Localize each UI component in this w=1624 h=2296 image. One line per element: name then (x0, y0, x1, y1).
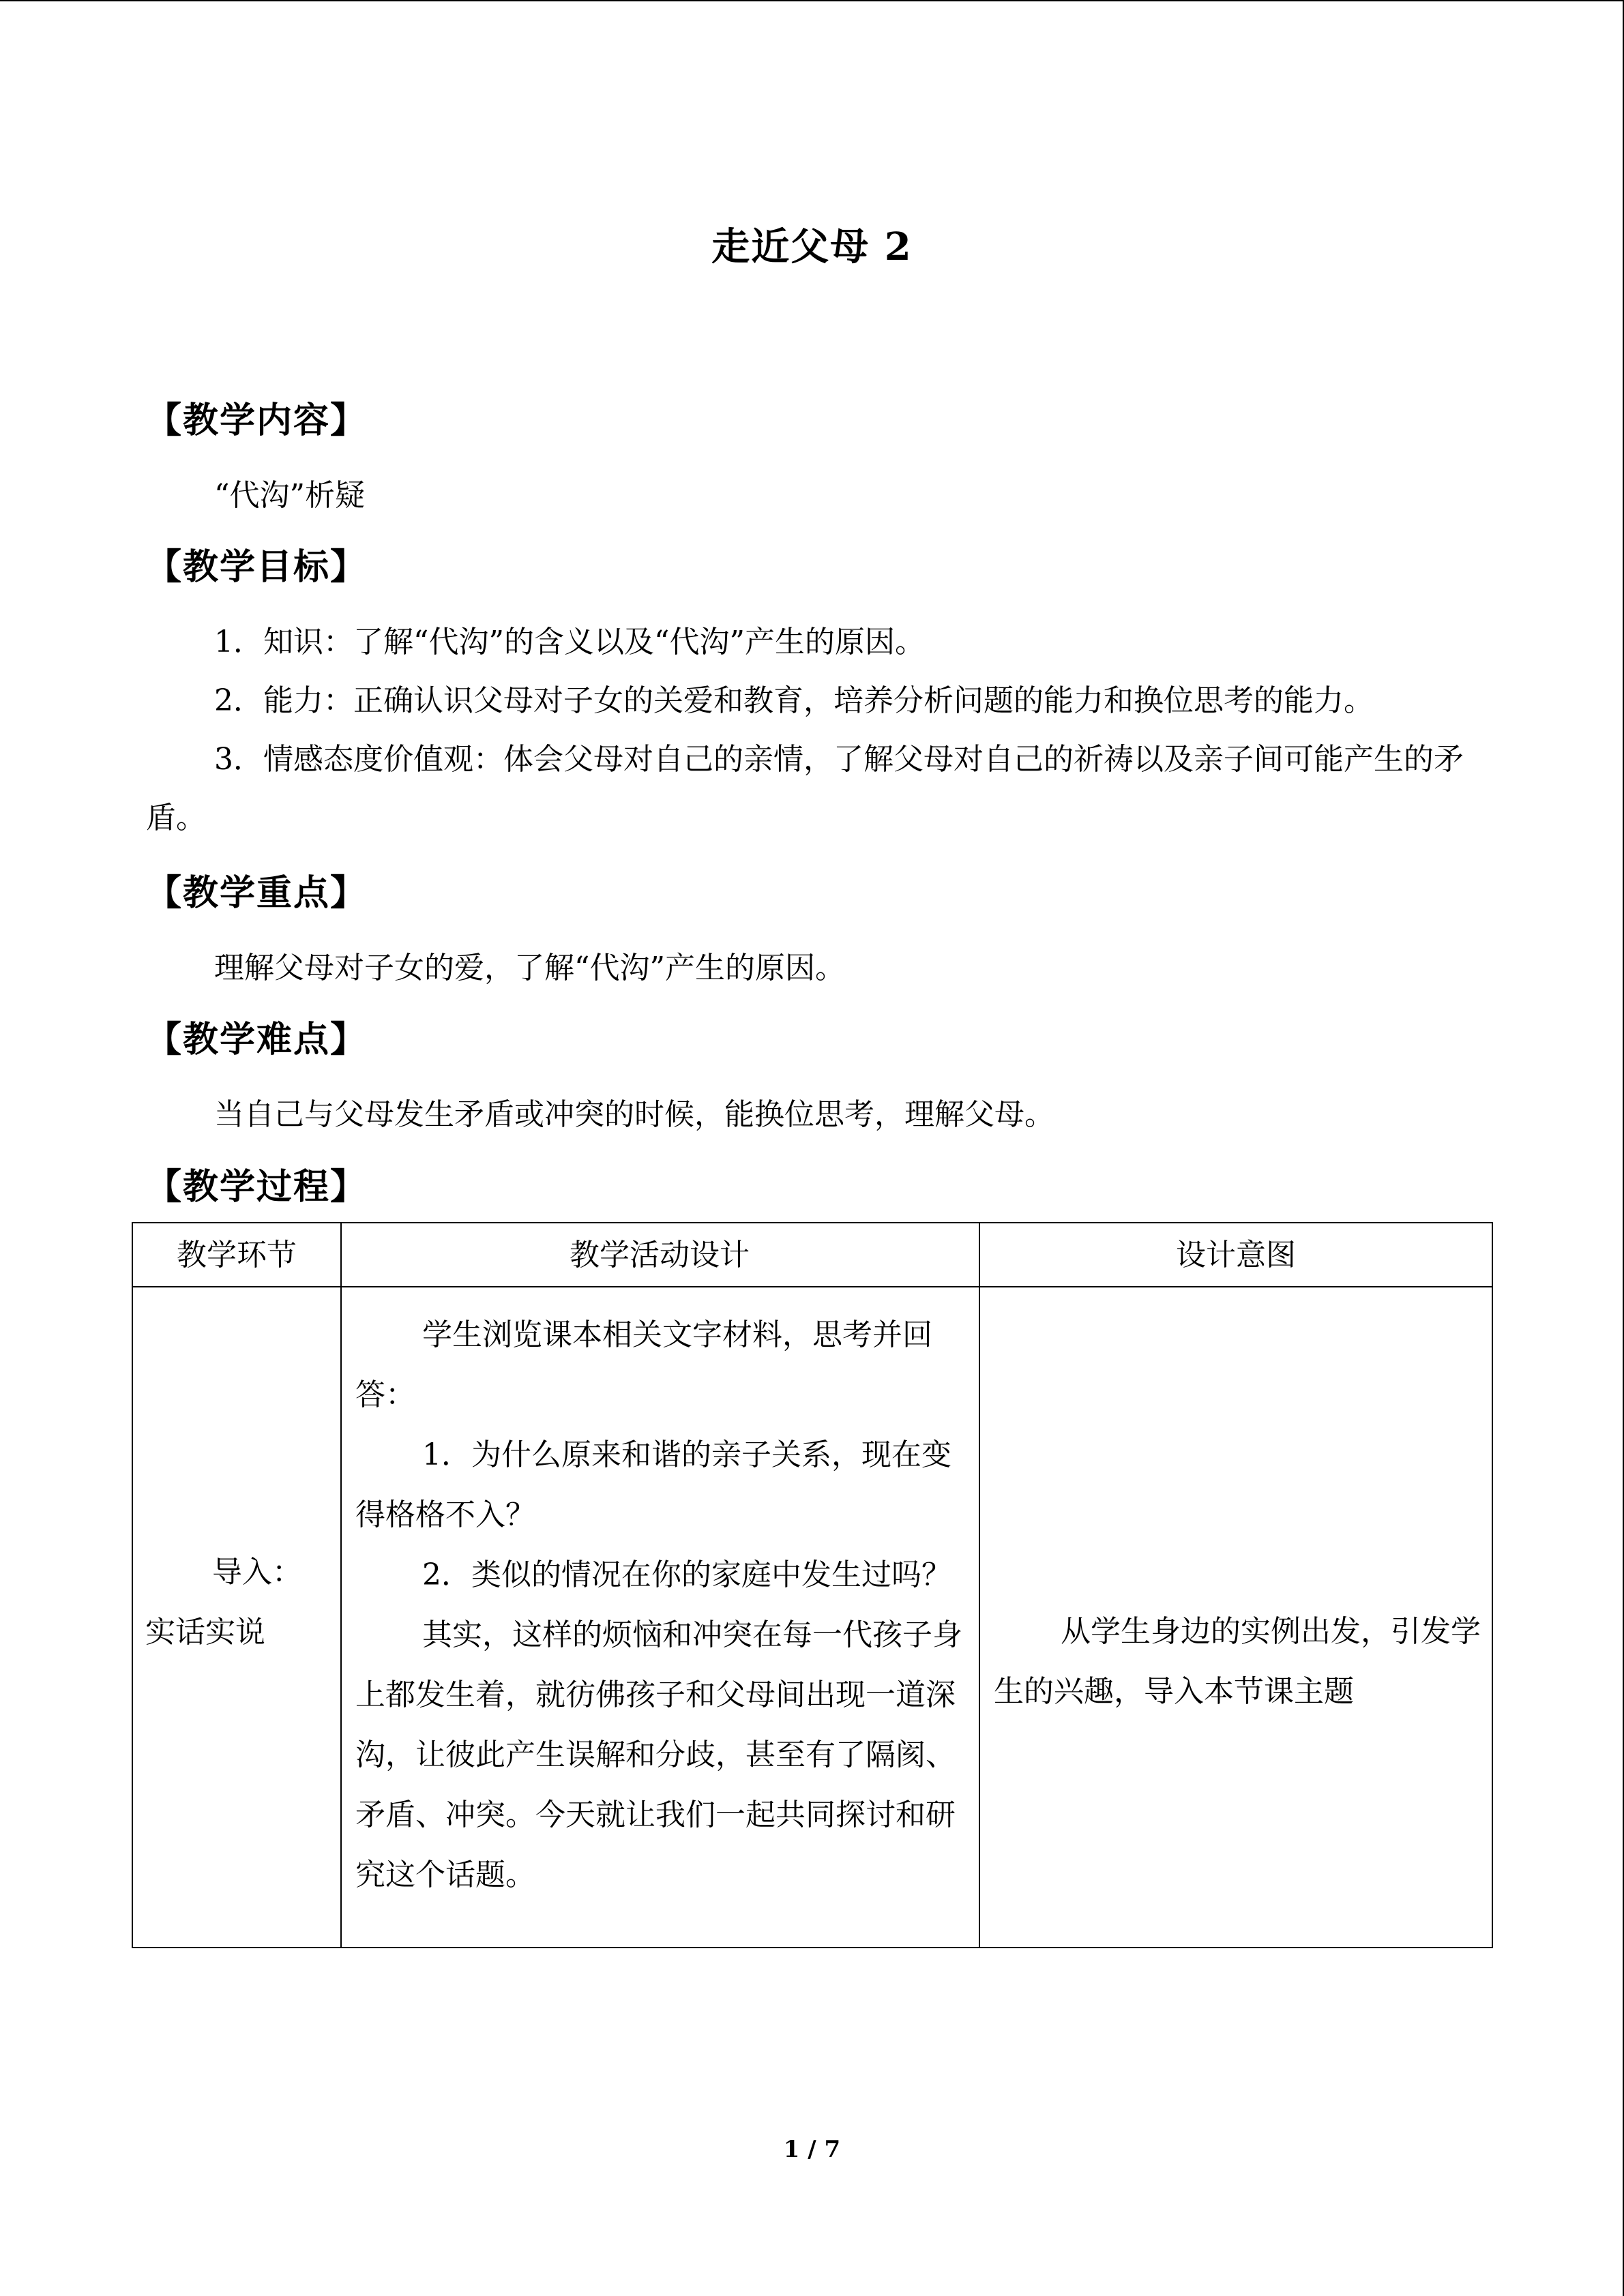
section-heading-content: 【教学内容】 (146, 400, 368, 441)
table-cell-activity (355, 1305, 969, 1905)
process-table (132, 1222, 1493, 1948)
stage-line: 实话实说 (145, 1615, 265, 1650)
table-header-intent: 设计意图 (1176, 1238, 1296, 1272)
content-text: “代沟”析疑 (214, 478, 365, 513)
section-heading-difficulty: 【教学难点】 (146, 1019, 368, 1060)
goal-item: 2．能力：正确认识父母对子女的关爱和教育，培养分析问题的能力和换位思考的能力。 (214, 683, 1374, 718)
section-heading-key-point: 【教学重点】 (146, 872, 368, 914)
table-cell-intent (994, 1602, 1485, 1722)
goal-item: 1．知识：了解“代沟”的含义以及“代沟”产生的原因。 (214, 625, 925, 659)
page-number: 1 / 7 (783, 2136, 841, 2163)
table-column-divider (979, 1223, 980, 1947)
table-column-divider (340, 1223, 342, 1947)
activity-paragraph: 其实，这样的烦恼和冲突在每一代孩子身上都发生着，就彷佛孩子和父母间出现一道深沟，让彼此产生误解和分歧，甚至有了隔阂、矛盾、冲突。今天就让我们一起共同探讨和研究这个话题。 (355, 1617, 962, 1892)
goal-item: 3．情感态度价值观：体会父母对自己的亲情，了解父母对自己的祈祷以及亲子间可能产生的矛盾。 (146, 742, 1464, 835)
key-point-text: 理解父母对子女的爱，了解“代沟”产生的原因。 (214, 951, 845, 985)
document-title: 走近父母 2 (711, 224, 913, 269)
section-heading-goals: 【教学目标】 (146, 546, 368, 588)
table-header-activity: 教学活动设计 (570, 1238, 750, 1272)
stage-line: 导入： (212, 1555, 302, 1590)
activity-paragraph: 2．类似的情况在你的家庭中发生过吗？ (422, 1557, 951, 1592)
activity-paragraph: 学生浏览课本相关文字材料，思考并回答： (355, 1317, 932, 1412)
table-cell-stage (145, 1542, 334, 1663)
intent-text: 从学生身边的实例出发，引发学生的兴趣，导入本节课主题 (994, 1614, 1481, 1709)
difficulty-text: 当自己与父母发生矛盾或冲突的时候，能换位思考，理解父母。 (214, 1097, 1054, 1132)
table-header-stage: 教学环节 (177, 1238, 297, 1272)
section-heading-process: 【教学过程】 (146, 1166, 368, 1208)
activity-paragraph: 1．为什么原来和谐的亲子关系，现在变得格格不入？ (355, 1437, 951, 1532)
